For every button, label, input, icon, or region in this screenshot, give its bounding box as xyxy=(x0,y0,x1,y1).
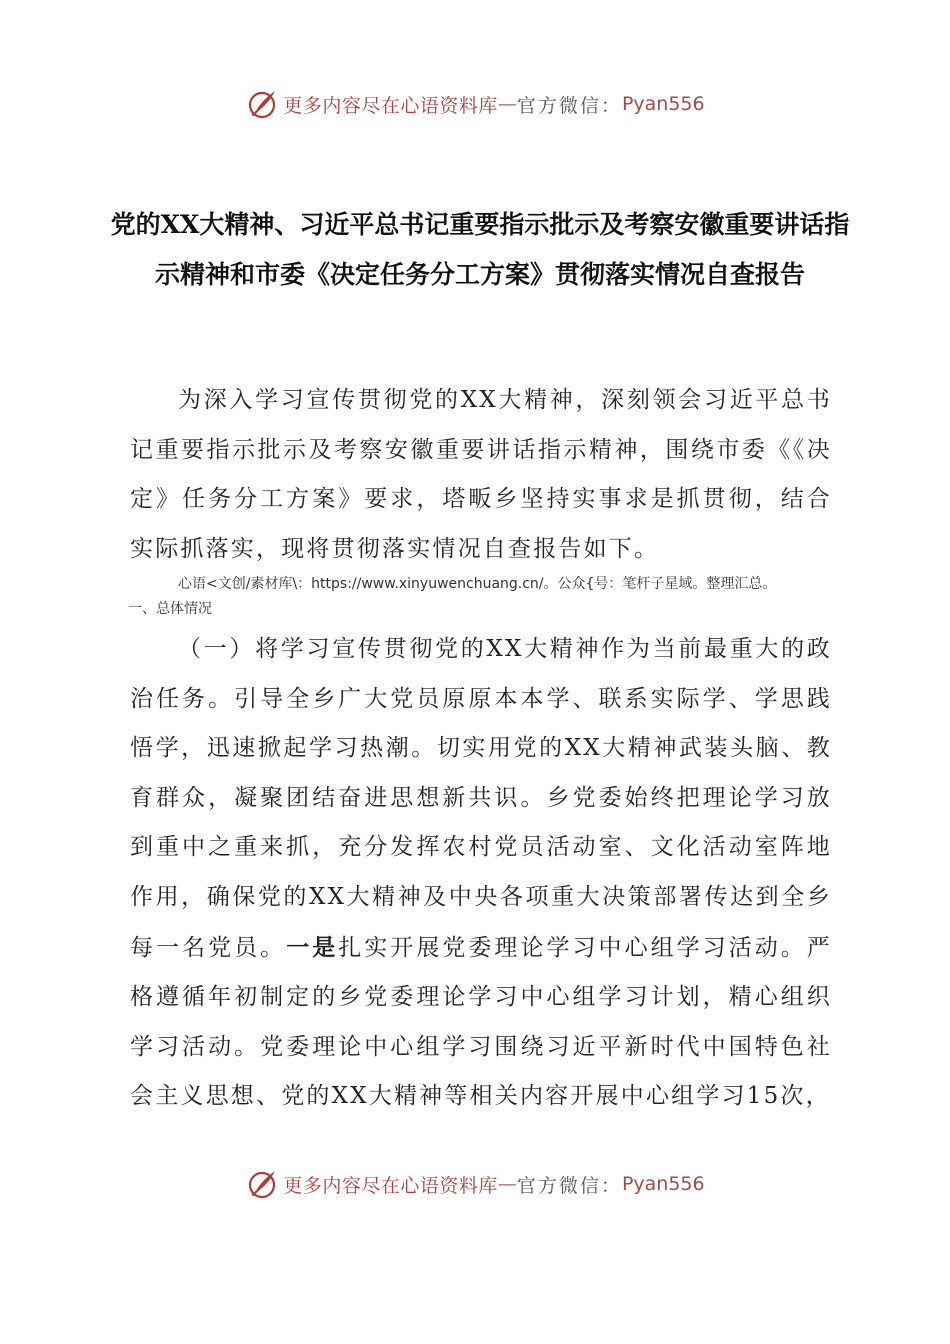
body-paragraph-text-cont: 扎实开展党委理论学习中心组学习活动。严格遵循年初制定的乡党委理论学习中心组学习计划，精心组织学习活动。党委理论中心组学习围绕习近平新时代中国特色社会主义思想、党的XX大精神等相关内容开展中心组学习15次， xyxy=(130,934,832,1110)
document-title: 党的XX大精神、习近平总书记重要指示批示及考察安徽重要讲话指示精神和市委《决定任务分工方案》贯彻落实情况自查报告 xyxy=(110,210,850,289)
source-note: 心语<文创/素材库\：https://www.xinyuwenchuang.cn/。公众{号：笔杆子星域。整理汇总。 xyxy=(178,576,777,592)
body-paragraph xyxy=(130,625,832,1122)
banner-wechat-label: 官方微信： xyxy=(516,1174,622,1197)
section-heading: 一、总体情况 xyxy=(128,601,212,617)
watermark-banner-top xyxy=(0,82,950,126)
emphasis-first: 一是 xyxy=(286,933,339,961)
banner-brand-text: 更多内容尽在心语资料库 xyxy=(283,1174,498,1197)
intro-paragraph: 为深入学习宣传贯彻党的XX大精神，深刻领会习近平总书记重要指示批示及考察安徽重要讲话指示精神，围绕市委《《决定》任务分工方案》要求，塔畈乡坚持实事求是抓贯彻，结合实际抓落实，现将贯彻落实情况自查报告如下。 xyxy=(130,387,832,562)
banner-dash: — xyxy=(497,93,517,115)
quill-pen-icon xyxy=(245,1167,279,1201)
quill-pen-icon xyxy=(245,87,279,121)
banner-wechat-id: Pyan556 xyxy=(621,93,705,115)
banner-wechat-label: 官方微信： xyxy=(516,94,622,117)
banner-brand-text: 更多内容尽在心语资料库 xyxy=(283,94,498,117)
banner-wechat-id: Pyan556 xyxy=(621,1173,705,1195)
banner-dash: — xyxy=(497,1173,517,1195)
body-paragraph-text: （一）将学习宣传贯彻党的XX大精神作为当前最重大的政治任务。引导全乡广大党员原原本本学、联系实际学、学思践悟学，迅速掀起学习热潮。切实用党的XX大精神武装头脑、教育群众，凝聚团结奋进思想新共识。乡党委始终把理论学习放到重中之重来抓，充分发挥农村党员活动室、文化活动室阵地作用，确保党的XX大精神及中央各项重大决策部署传达到全乡每一名党员。 xyxy=(130,636,832,961)
watermark-banner-bottom xyxy=(0,1162,950,1206)
